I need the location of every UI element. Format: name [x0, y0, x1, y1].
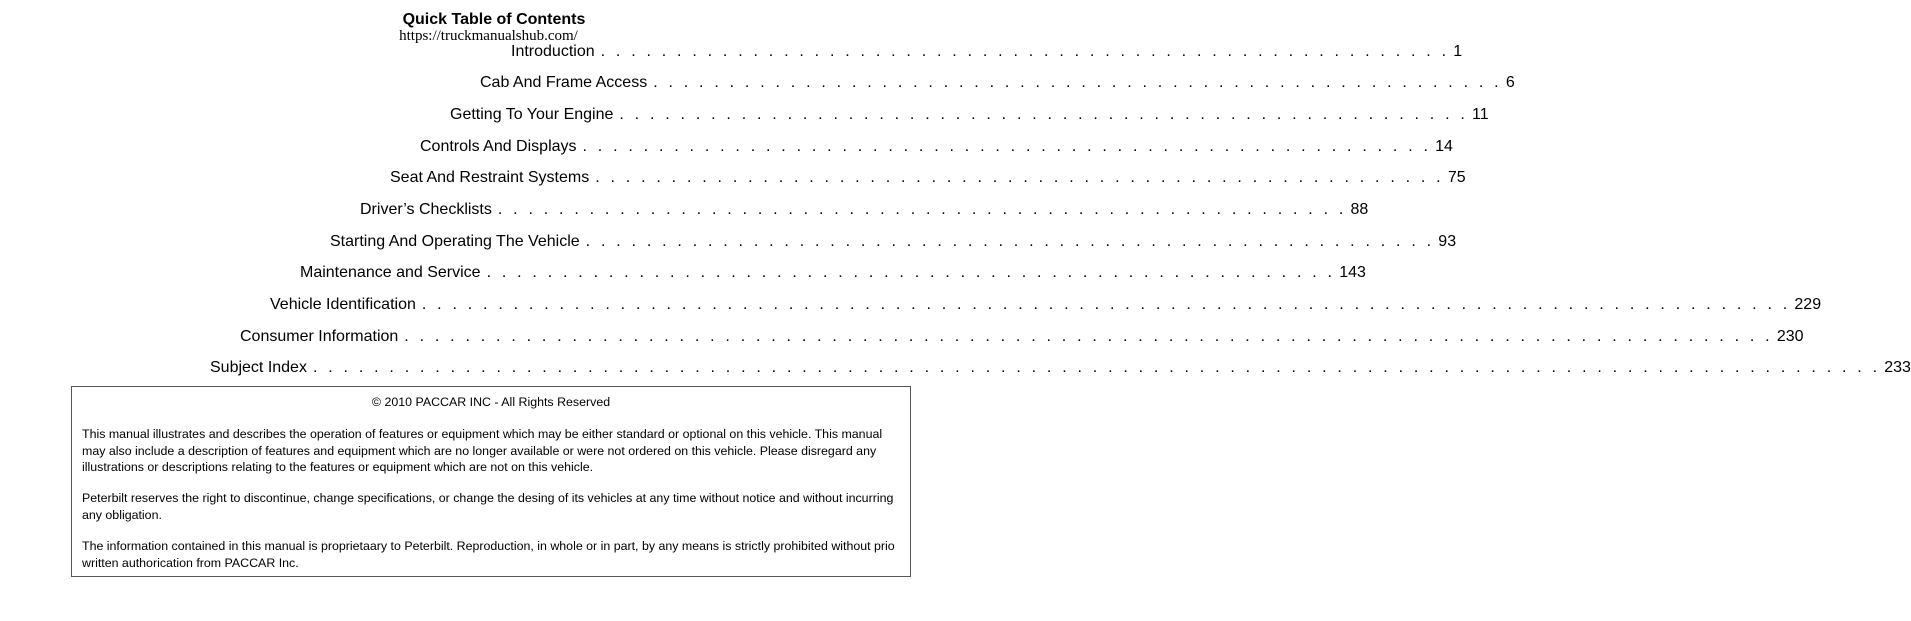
notice-paragraph-proprietary: The information contained in this manual is proprietaary to Peterbilt. Reproduction, in whole or in part, by any means is strictly prohibited without prio written authorication from PACCAR Inc. — [82, 539, 895, 570]
toc-entry-title: Vehicle Identification — [270, 296, 416, 313]
toc-entry-page: 143 — [1339, 264, 1366, 281]
toc-entry-page: 14 — [1435, 138, 1453, 155]
toc-entry-title: Driver’s Checklists — [360, 201, 492, 218]
toc-entry-page: 6 — [1505, 74, 1515, 91]
page-title: Quick Table of Contents — [402, 11, 586, 28]
toc-dot-leader: . . . . . . . . . . . . . . . . . . . . . . . . . . . . . . . . . . . . . . . . . . . . . . . . . . . . . . . . . . . . . . . . . . . . . . . . . . . . . . . . . . . . . . . . . . . . . . . . . . . . . . . — [312, 359, 1881, 376]
toc-dot-leader: . . . . . . . . . . . . . . . . . . . . . . . . . . . . . . . . . . . . . . . . . . . . . . . . . . . . . . . . — [653, 74, 1502, 91]
toc-entry-title: Controls And Displays — [420, 138, 577, 155]
toc-entry-page: 230 — [1776, 328, 1804, 345]
toc-entry-title: Cab And Frame Access — [480, 74, 648, 91]
toc-entry-title: Maintenance and Service — [300, 264, 481, 281]
toc-dot-leader: . . . . . . . . . . . . . . . . . . . . . . . . . . . . . . . . . . . . . . . . . . . . . . . . . . . . . . . . . . . . . . . . . . . . . . . . . . . . . . . . . . . . . . . . . . — [421, 296, 1791, 313]
toc-entry-seat-restraint[interactable] — [390, 167, 1466, 189]
toc-entry-page: 75 — [1447, 169, 1466, 186]
toc-entry-maintenance-service[interactable] — [300, 262, 1366, 284]
toc-entry-consumer-information[interactable] — [240, 326, 1804, 348]
toc-dot-leader: . . . . . . . . . . . . . . . . . . . . . . . . . . . . . . . . . . . . . . . . . . . . . . . . . . . . . . . . — [585, 233, 1435, 250]
watermark-url: https://truckmanualshub.com/ — [399, 28, 578, 44]
toc-entry-page: 11 — [1472, 106, 1489, 123]
toc-dot-leader: . . . . . . . . . . . . . . . . . . . . . . . . . . . . . . . . . . . . . . . . . . . . . . . . . . . . . . . . — [595, 169, 1444, 186]
toc-entry-page: 229 — [1794, 296, 1822, 313]
toc-entry-getting-to-engine[interactable] — [450, 104, 1489, 126]
toc-dot-leader: . . . . . . . . . . . . . . . . . . . . . . . . . . . . . . . . . . . . . . . . . . . . . . . . . . . . . . . . — [600, 43, 1450, 60]
toc-entry-vehicle-identification[interactable] — [270, 294, 1822, 316]
toc-entry-page: 88 — [1350, 201, 1369, 218]
toc-entry-title: Starting And Operating The Vehicle — [330, 233, 580, 250]
toc-entry-controls-displays[interactable] — [420, 136, 1453, 158]
toc-entry-introduction[interactable] — [511, 41, 1463, 63]
notice-paragraph-equipment: This manual illustrates and describes the operation of features or equipment which may be either standard or optional on this vehicle. This manual may also include a description of features and equipment which are no longer available or were not ordered on this vehicle. Please disregard any illustrations or descriptions relating to the features or equipment which are not on this vehicle. — [82, 427, 883, 474]
toc-entry-page: 233 — [1884, 359, 1911, 376]
toc-entry-drivers-checklists[interactable] — [360, 199, 1369, 221]
toc-entry-starting-operating[interactable] — [330, 231, 1457, 253]
toc-dot-leader: . . . . . . . . . . . . . . . . . . . . . . . . . . . . . . . . . . . . . . . . . . . . . . . . . . . . . . . . — [486, 264, 1336, 281]
toc-entry-title: Introduction — [511, 43, 595, 60]
toc-entry-title: Seat And Restraint Systems — [390, 169, 590, 186]
toc-entry-title: Subject Index — [210, 359, 307, 376]
toc-entry-page: 1 — [1453, 43, 1463, 60]
toc-dot-leader: . . . . . . . . . . . . . . . . . . . . . . . . . . . . . . . . . . . . . . . . . . . . . . . . . . . . . . . . — [619, 106, 1469, 123]
toc-entry-title: Getting To Your Engine — [450, 106, 614, 123]
copyright-notice-box — [71, 386, 911, 577]
toc-entry-cab-frame-access[interactable] — [480, 72, 1515, 94]
toc-entry-title: Consumer Information — [240, 328, 399, 345]
copyright-line: © 2010 PACCAR INC - All Rights Reserved — [371, 395, 611, 409]
toc-dot-leader: . . . . . . . . . . . . . . . . . . . . . . . . . . . . . . . . . . . . . . . . . . . . . . . . . . . . . . . . . . . . . . . . . . . . . . . . . . . . . . . . . . . . . . . . . . — [404, 328, 1773, 345]
toc-dot-leader: . . . . . . . . . . . . . . . . . . . . . . . . . . . . . . . . . . . . . . . . . . . . . . . . . . . . . . . . — [497, 201, 1347, 218]
toc-entry-page: 93 — [1438, 233, 1457, 250]
toc-dot-leader: . . . . . . . . . . . . . . . . . . . . . . . . . . . . . . . . . . . . . . . . . . . . . . . . . . . . . . . . — [582, 138, 1432, 155]
toc-entry-subject-index[interactable] — [210, 357, 1911, 379]
notice-paragraph-changes: Peterbilt reserves the right to discontinue, change specifications, or change the desing of its vehicles at any time without notice and without incurring any obligation. — [82, 491, 894, 522]
